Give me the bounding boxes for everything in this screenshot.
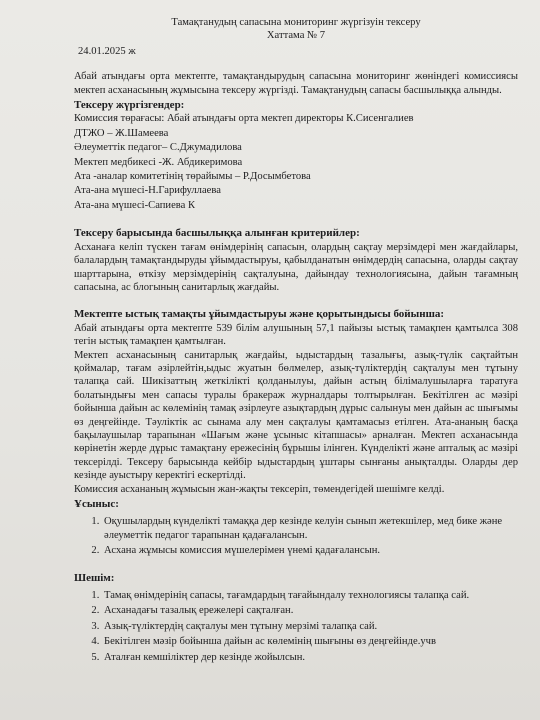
decision-item: 5. Аталған кемшіліктер дер кезінде жойылсын. [102,651,518,664]
hot-meals-heading: Мектепте ыстық тамақты ұйымдастыруы және қорытындысы бойынша: [74,308,445,321]
hot-meals-findings: Мектеп асханасының санитарлық жағдайы, ыдыстардың тазалығы, азық-түлік сақтайтын қоймалар, тағам әзірлейтін,ыдыс жуатын бөлмелер, азық-түліктердің сақталуы мен тұтыну талапқа сай. Шикізаттың жеткілікті қолданылуы, дайын астың білімалушыларға таратуға болатындығы мен сапасы туралы бракераж журналдары толтырылған. Бекітілген ас мәзірі бойынша дайын ас көлемінің тамақ әзірлеуге азықтардың дұрыс салынуы мен дайын ас шығымы өз деңгейінде. Тәуліктік ас сынама алу мен сақталуы қамтамасыз етілген. Ата-ананың басқа бақылаушылар тарапынан «Шағым және ұсыныс кітапшасы» арналған. Мектеп асханасында көрінетін жерде дұрыс тамақтану ережесінің бұрышы ілінген. Күнделікті және апталық ас мәзірі тексерілді. Тексеру барысында кейбір ыдыстардың ұштары сынғаны анықталды. Оларды дер кезінде ауыстыру керектігі ескертілді. [74,349,518,482]
suggestion-item: 2. Асхана жұмысы комиссия мүшелерімен үнемі қадағалансын. [102,544,518,557]
protocol-number: Хаттама № 7 [266,30,326,42]
criteria-heading: Тексеру барысында басшылыққа алынған критерийлер: [74,227,360,240]
intro-paragraph: Абай атындағы орта мектепте, тамақтандырудың сапасына мониторинг жөніндегі комиссиясы мектеп асханасының жұмысына тексеру жүргізді. Тамақтанудың сапасы басшылыққа алынды. [74,71,518,96]
suggestion-item: 1. Оқушылардың күнделікті тамаққа дер кезінде келуін сынып жетекшілер, мед бике және әлеуметтік педагог тарапынан қадағалансын. [102,515,518,542]
member-line: ДТЖО – Ж.Шамеева [74,127,169,139]
decision-item: 4. Бекітілген мәзір бойынша дайын ас көлемінің шығыны өз деңгейінде.учв [102,635,518,648]
member-line: Әлеуметтік педагог– С.Джумадилова [74,142,242,154]
commission-conclusion: Комиссия асхананың жұмысын жан-жақты тексеріп, төмендегідей шешімге келді. [74,483,445,495]
member-line: Ата-ана мүшесі-Н.Гарифуллаева [74,185,221,197]
criteria-paragraph: Асханаға келіп түскен тағам өнімдерінің сапасын, олардың сақтау мерзімдері мен жағдайлары, балалардың тамақтандыруды ұйымдастыруы, қабылданатын өнімдердің сапасына, оларды сақтау шарттарына, өткізу мерзімдерінің сақталуына, дайындау технологиясына, дайын тағамның сапасына, ас блогының санитарлық жағдайы. [74,241,518,293]
decision-list [74,589,518,664]
inspectors-list [74,112,518,212]
suggestions-list [74,515,518,557]
inspectors-heading: Тексеру жүргізгендер: [74,99,185,112]
member-line: Ата -аналар комитетінің төрайымы – Р.Досымбетова [74,171,311,183]
decision-item: 3. Азық-түліктердің сақталуы мен тұтыну мерзімі талапқа сай. [102,620,518,633]
hot-meals-coverage: Абай атындағы орта мектепте 539 білім алушының 57,1 пайызы ыстық тамақпен қамтылса 308 тегін ыстық тамақпен қамтылған. [74,322,518,348]
member-line: Ата-ана мүшесі-Сапиева К [74,199,196,211]
document-title: Тамақтанудың сапасына мониторинг жүргізуін тексеру [171,17,421,28]
decision-heading: Шешім: [74,571,115,584]
document-date: 24.01.2025 ж [78,45,136,57]
member-line: Мектеп медбикесі -Ж. Абдикеримова [74,156,243,168]
member-line: Комиссия төрағасы: Абай атындағы орта мектеп директоры К.Сисенгалиев [74,113,414,125]
decision-item: 1. Тамақ өнімдерінің сапасы, тағамдардың тағайындалу технологиясы талапқа сай. [102,589,518,602]
decision-item: 2. Асханадағы тазалық ережелері сақталған. [102,604,518,617]
suggestions-heading: Ұсыныс: [74,498,119,510]
